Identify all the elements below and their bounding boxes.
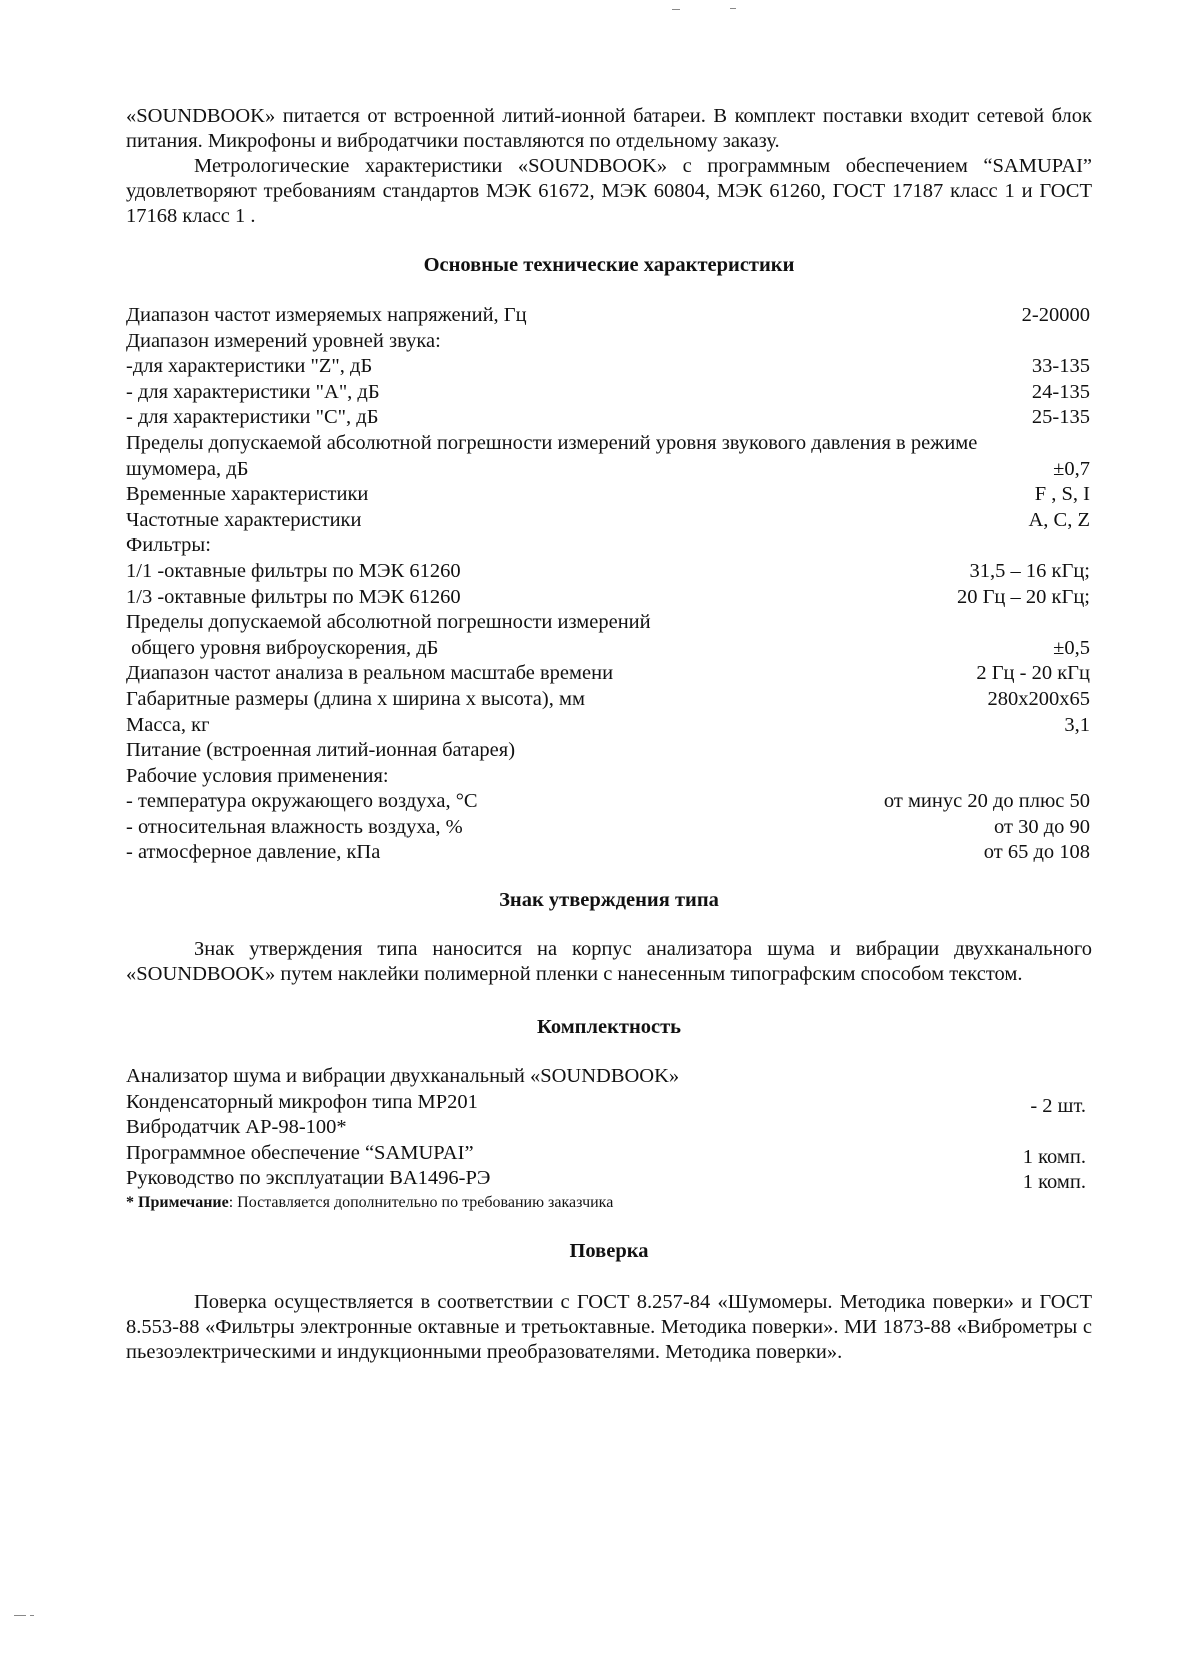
kit-row: Вибродатчик AP-98-100*	[126, 1116, 347, 1139]
kit-list	[126, 1064, 1092, 1214]
verification-heading: Поверка	[569, 1240, 649, 1263]
spec-row: - атмосферное давление, кПа от 65 до 108	[126, 841, 1090, 864]
scan-artifact	[672, 9, 680, 10]
scan-artifact	[14, 1615, 26, 1616]
spec-row: Рабочие условия применения:	[126, 764, 389, 787]
kit-row: Анализатор шума и вибрации двухканальный «SOUNDBOOK»	[126, 1065, 680, 1088]
kit-row: Руководство по эксплуатации BA1496-РЭ 1 комп.	[126, 1167, 1086, 1194]
intro-paragraph-2: Метрологические характеристики «SOUNDBOOK» с программным обеспечением “SAMUPAI” удовлетворяют требованиям стандартов МЭК 61672, МЭК 60804, МЭК 61260, ГОСТ 17187 класс 1 и ГОСТ 17168 класс 1 .	[126, 155, 1092, 227]
spec-row: Габаритные размеры (длина х ширина х высота), мм 280x200x65	[126, 687, 1090, 710]
spec-row: Масса, кг 3,1	[126, 713, 1090, 736]
spec-row: - для характеристики "А", дБ 24-135	[126, 380, 1090, 403]
scan-artifact	[730, 8, 736, 9]
spec-row: Питание (встроенная литий-ионная батарея)	[126, 739, 516, 762]
spec-row: Частотные характеристики A, C, Z	[126, 508, 1090, 531]
spec-row: - для характеристики "С", дБ 25-135	[126, 406, 1090, 429]
spec-row: Пределы допускаемой абсолютной погрешности измерений	[126, 611, 651, 634]
intro-paragraph-1: «SOUNDBOOK» питается от встроенной литий-ионной батареи. В комплект поставки входит сетевой блок питания. Микрофоны и вибродатчики поставляются по отдельному заказу.	[126, 105, 1092, 152]
spec-row: Диапазон частот измеряемых напряжений, Гц 2-20000	[126, 304, 1090, 326]
document-page	[126, 104, 1092, 1365]
specs-heading: Основные технические характеристики	[423, 254, 795, 276]
footnote-label: * Примечание	[126, 1194, 229, 1212]
spec-row: Временные характеристики F , S, I	[126, 483, 1090, 506]
kit-row: Программное обеспечение “SAMUPAI” 1 комп.	[126, 1141, 1086, 1168]
scan-artifact	[30, 1615, 34, 1616]
spec-row: - относительная влажность воздуха, % от 30 до 90	[126, 815, 1090, 838]
kit-footnote	[126, 1192, 1092, 1214]
verification-paragraph: Поверка осуществляется в соответствии с ГОСТ 8.257-84 «Шумомеры. Методика поверки» и ГОСТ 8.553-88 «Фильтры электронные октавные и третьоктавные. Методика поверки». МИ 1873-88 «Виброметры с пьезоэлектрическими и индукционными преобразователями. Методика поверки».	[126, 1291, 1092, 1364]
footnote-text: : Поставляется дополнительно по требованию заказчика	[228, 1194, 614, 1212]
approval-heading: Знак утверждения типа	[499, 889, 719, 912]
spec-row: -для характеристики "Z", дБ 33-135	[126, 355, 1090, 378]
kit-row: Конденсаторный микрофон типа MP201 - 2 шт.	[126, 1090, 1086, 1117]
spec-row: 1/1 -октавные фильтры по МЭК 61260 31,5 – 16 кГц;	[126, 559, 1090, 582]
spec-row: Диапазон измерений уровней звука:	[126, 329, 441, 352]
spec-row: - температура окружающего воздуха, °С от минус 20 до плюс 50	[126, 790, 1090, 813]
spec-row: шумомера, дБ ±0,7	[126, 457, 1090, 480]
spec-row: 1/3 -октавные фильтры по МЭК 61260 20 Гц – 20 кГц;	[126, 585, 1090, 608]
spec-row: Диапазон частот анализа в реальном масштабе времени 2 Гц - 20 кГц	[126, 662, 1090, 685]
spec-row: Фильтры:	[126, 534, 211, 557]
spec-row: общего уровня виброускорения, дБ ±0,5	[126, 636, 1090, 659]
spec-row: Пределы допускаемой абсолютной погрешности измерений уровня звукового давления в режиме	[126, 431, 978, 454]
specs-list	[126, 303, 1092, 866]
approval-paragraph: Знак утверждения типа наносится на корпус анализатора шума и вибрации двухканального «SOUNDBOOK» путем наклейки полимерной пленки с нанесенным типографским способом текстом.	[126, 938, 1092, 986]
kit-heading: Комплектность	[536, 1016, 682, 1039]
